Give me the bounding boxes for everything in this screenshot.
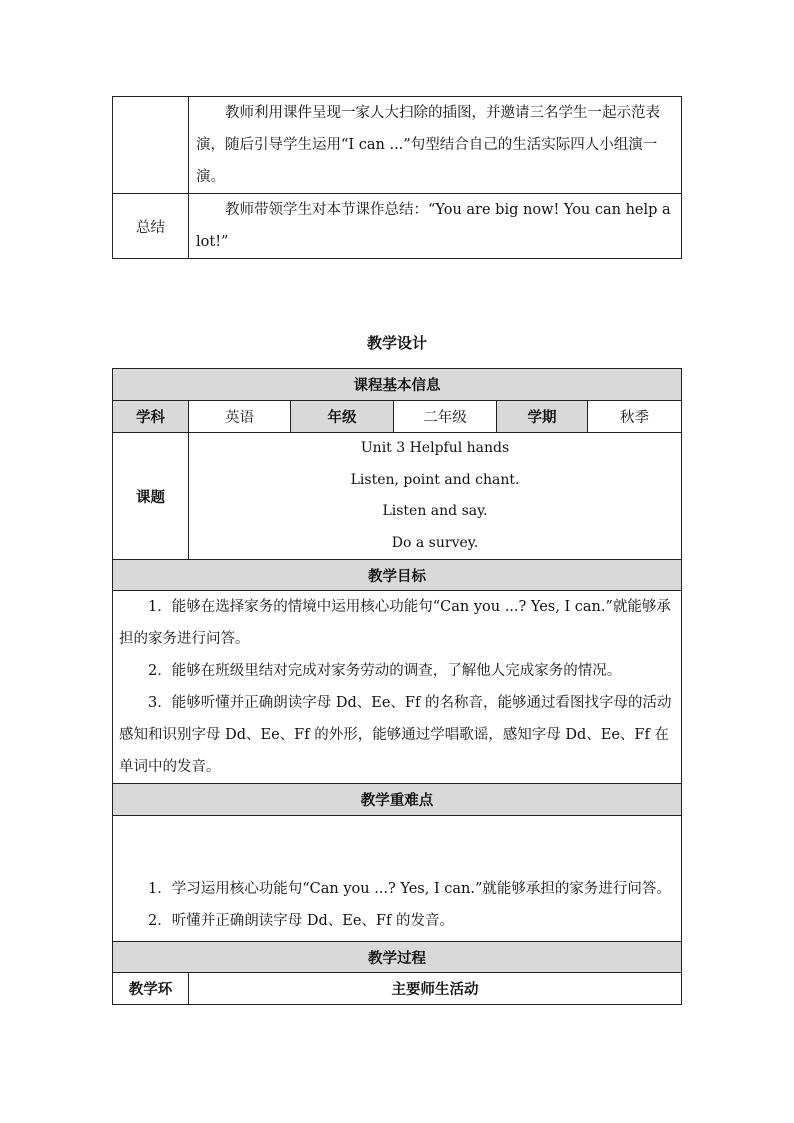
- goals-header: 教学目标: [113, 560, 682, 591]
- lesson-plan-table: [112, 368, 682, 1005]
- key-point-item: 2．听懂并正确朗读字母 Dd、Ee、Ff 的发音。: [148, 913, 454, 929]
- top-table: [112, 96, 682, 259]
- topic-line: Listen and say.: [382, 503, 488, 519]
- goal-item: 2．能够在班级里结对完成对家务劳动的调查，了解他人完成家务的情况。: [148, 663, 622, 679]
- summary-text: 教师带领学生对本节课作总结：“You are big now! You can help a lot!”: [189, 194, 682, 259]
- process-activity-column-header: 主要师生活动: [189, 973, 682, 1005]
- basic-info-header: 课程基本信息: [113, 369, 682, 401]
- topic-line: Do a survey.: [391, 534, 479, 551]
- top-table-activity-text: 教师利用课件呈现一家人大扫除的插图，并邀请三名学生一起示范表演，随后引导学生运用“I can ...”句型结合自己的生活实际四人小组演一演。: [189, 97, 682, 194]
- topic-value: [189, 433, 682, 560]
- subject-value: 英语: [189, 401, 291, 433]
- goals-content: [113, 591, 682, 784]
- top-table-empty-cell: [113, 97, 189, 194]
- term-value: 秋季: [588, 401, 682, 433]
- topic-line: Unit 3 Helpful hands: [360, 440, 510, 456]
- topic-line: Listen, point and chant.: [350, 471, 520, 488]
- page-title: 教学设计: [366, 334, 427, 352]
- process-header: 教学过程: [113, 942, 682, 973]
- key-points-content: [113, 816, 682, 942]
- subject-label: 学科: [113, 401, 189, 433]
- key-point-item: 1．学习运用核心功能句“Can you ...? Yes, I can.”就能够承担的家务进行问答。: [148, 881, 671, 897]
- term-label: 学期: [497, 401, 588, 433]
- grade-value: 二年级: [394, 401, 497, 433]
- goal-item: 3．能够听懂并正确朗读字母 Dd、Ee、Ff 的名称音，能够通过看图找字母的活动感知和识别字母 Dd、Ee、Ff 的外形，能够通过学唱歌谣，感知字母 Dd、Ee、Ff 在单词中的发音。: [119, 695, 672, 775]
- grade-label: 年级: [291, 401, 394, 433]
- goal-item: 1．能够在选择家务的情境中运用核心功能句“Can you ...? Yes, I can.”就能够承担的家务进行问答。: [119, 599, 671, 647]
- process-stage-column-header: 教学环: [113, 973, 189, 1005]
- key-points-header: 教学重难点: [113, 784, 682, 816]
- topic-label: 课题: [113, 433, 189, 560]
- summary-label: 总结: [113, 194, 189, 259]
